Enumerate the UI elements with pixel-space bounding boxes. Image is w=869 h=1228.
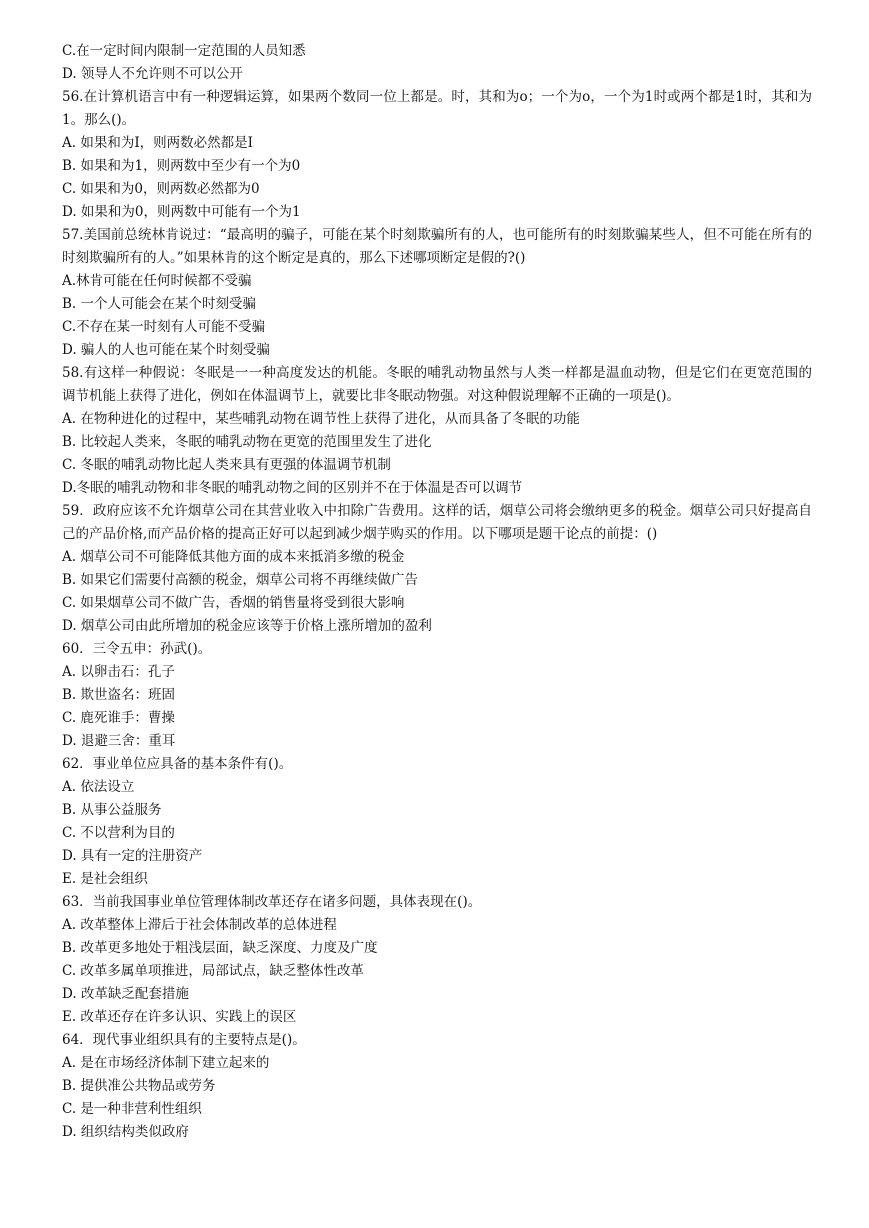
option-57-d: D. 骗人的人也可能在某个时刻受骗	[62, 342, 270, 358]
document-page	[62, 40, 812, 1144]
question-60-stem: 60．三令五申：孙武()。	[62, 641, 212, 657]
option-64-a: A. 是在市场经济体制下建立起来的	[62, 1055, 270, 1071]
option-60-a: A. 以卵击石：孔子	[62, 664, 175, 680]
option-56-a: A. 如果和为I，则两数必然都是I	[62, 135, 253, 151]
option-58-b: B. 比较起人类来，冬眠的哺乳动物在更宽的范围里发生了进化	[62, 434, 432, 450]
option-62-d: D. 具有一定的注册资产	[62, 848, 203, 864]
question-57-stem: 57.美国前总统林肯说过：“最高明的骗子，可能在某个时刻欺骗所有的人，也可能所有的时刻欺骗某些人，但不可能在所有的时刻欺骗所有的人。”如果林肯的这个断定是真的，那么下述哪项断定是假的?()	[62, 227, 812, 266]
question-57-block	[62, 224, 812, 362]
option-63-a: A. 改革整体上滞后于社会体制改革的总体进程	[62, 917, 337, 933]
option-58-a: A. 在物种进化的过程中，某些哺乳动物在调节性上获得了进化，从而具备了冬眠的功能	[62, 411, 580, 427]
question-62-stem: 62．事业单位应具备的基本条件有()。	[62, 756, 293, 772]
question-60-block	[62, 638, 812, 753]
question-62-block	[62, 753, 812, 891]
option-64-b: B. 提供准公共物品或劳务	[62, 1078, 216, 1094]
option-59-c: C. 如果烟草公司不做广告，香烟的销售量将受到很大影响	[62, 595, 405, 611]
question-56-block	[62, 86, 812, 224]
option-59-d: D. 烟草公司由此所增加的税金应该等于价格上涨所增加的盈利	[62, 618, 432, 634]
option-55-d: D. 领导人不允许则不可以公开	[62, 66, 243, 82]
option-62-c: C. 不以营利为目的	[62, 825, 175, 841]
option-56-b: B. 如果和为1，则两数中至少有一个为0	[62, 158, 301, 174]
option-62-a: A. 依法设立	[62, 779, 135, 795]
option-60-d: D. 退避三舍：重耳	[62, 733, 176, 749]
question-59-stem: 59．政府应该不允许烟草公司在其营业收入中扣除广告费用。这样的话，烟草公司将会缴纳更多的税金。烟草公司只好提高自己的产品价格,而产品价格的提高正好可以起到减少烟芋购买的作用。以下哪项是题干论点的前提：()	[62, 503, 812, 542]
option-63-b: B. 改革更多地处于粗浅层面，缺乏深度、力度及广度	[62, 940, 378, 956]
option-64-d: D. 组织结构类似政府	[62, 1124, 189, 1140]
question-63-stem: 63．当前我国事业单位管理体制改革还存在诸多问题，具体表现在()。	[62, 894, 482, 910]
option-57-b: B. 一个人可能会在某个时刻受骗	[62, 296, 257, 312]
option-58-d: D.冬眠的哺乳动物和非冬眠的哺乳动物之间的区别并不在于体温是否可以调节	[62, 480, 523, 496]
question-64-stem: 64．现代事业组织具有的主要特点是()。	[62, 1032, 306, 1048]
option-63-d: D. 改革缺乏配套措施	[62, 986, 189, 1002]
option-56-c: C. 如果和为0，则两数必然都为0	[62, 181, 260, 197]
option-57-a: A.林肯可能在任何时候都不受骗	[62, 273, 252, 289]
option-59-a: A. 烟草公司不可能降低其他方面的成本来抵消多缴的税金	[62, 549, 405, 565]
option-63-e: E. 改革还存在许多认识、实践上的误区	[62, 1009, 297, 1025]
question-63-block	[62, 891, 812, 1029]
option-63-c: C. 改革多属单项推进，局部试点，缺乏整体性改革	[62, 963, 364, 979]
option-60-b: B. 欺世盗名：班固	[62, 687, 176, 703]
option-55-c: C.在一定时间内限制一定范围的人员知悉	[62, 43, 306, 59]
question-59-block	[62, 500, 812, 638]
question-55-block	[62, 40, 812, 86]
option-62-e: E. 是社会组织	[62, 871, 148, 887]
option-56-d: D. 如果和为0，则两数中可能有一个为1	[62, 204, 301, 220]
option-64-c: C. 是一种非营利性组织	[62, 1101, 202, 1117]
question-64-block	[62, 1029, 812, 1144]
option-57-c: C.不存在某一时刻有人可能不受骗	[62, 319, 266, 335]
question-58-block	[62, 362, 812, 500]
option-60-c: C. 鹿死谁手：曹操	[62, 710, 175, 726]
question-58-stem: 58.有这样一种假说：冬眠是一一种高度发达的机能。冬眠的哺乳动物虽然与人类一样都是温血动物，但是它们在更宽范围的调节机能上获得了进化，例如在体温调节上，就要比非冬眠动物强。对这种假说理解不正确的一项是()。	[62, 365, 812, 404]
question-56-stem: 56.在计算机语言中有一种逻辑运算，如果两个数同一位上都是。时，其和为o；一个为o，一个为1时或两个都是1时，其和为1。那么()。	[62, 89, 812, 128]
option-62-b: B. 从事公益服务	[62, 802, 162, 818]
option-59-b: B. 如果它们需要付高额的税金，烟草公司将不再继续做广告	[62, 572, 419, 588]
option-58-c: C. 冬眠的哺乳动物比起人类来具有更强的体温调节机制	[62, 457, 391, 473]
